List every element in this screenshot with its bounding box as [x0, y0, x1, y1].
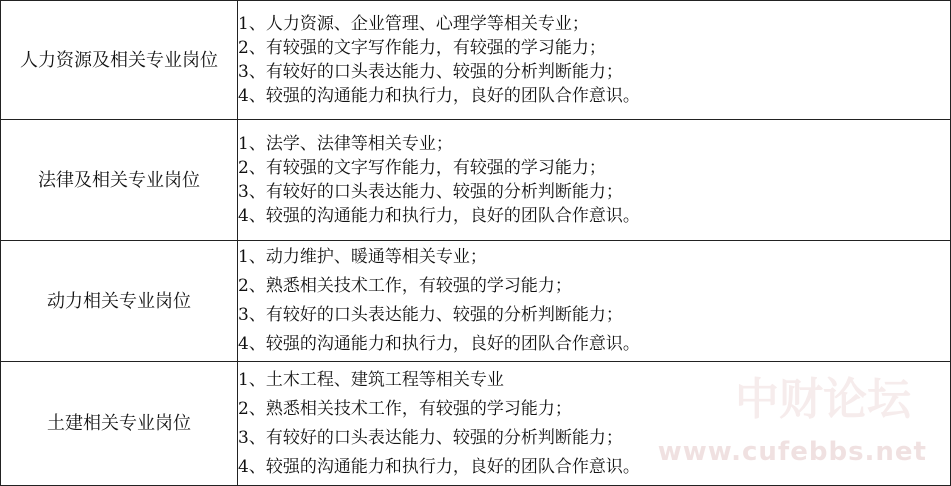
requirement-line: 2、熟悉相关技术工作，有较强的学习能力；	[238, 398, 572, 419]
requirement-line: 2、有较强的文字写作能力，有较强的学习能力；	[238, 158, 606, 178]
requirement-line: 1、动力维护、暖通等相关专业；	[238, 247, 487, 267]
table-row	[1, 1, 951, 120]
requirement-line: 4、较强的沟通能力和执行力，良好的团队合作意识。	[238, 456, 640, 477]
requirement-line: 3、有较好的口头表达能力、较强的分析判断能力；	[238, 182, 623, 202]
position-cell: 法律及相关专业岗位	[1, 120, 238, 241]
requirements-cell	[238, 1, 951, 120]
requirement-line: 1、土木工程、建筑工程等相关专业	[238, 369, 504, 390]
requirement-line: 1、人力资源、企业管理、心理学等相关专业；	[238, 14, 589, 34]
requirement-line: 3、有较好的口头表达能力、较强的分析判断能力；	[238, 305, 623, 325]
watermark-logo: 中财论坛	[735, 374, 911, 425]
table-row	[1, 120, 951, 241]
watermark-url: www.cufebbs.net	[657, 437, 927, 467]
requirement-line: 1、法学、法律等相关专业；	[238, 134, 453, 154]
requirements-cell	[238, 241, 951, 362]
requirement-line: 2、有较强的文字写作能力，有较强的学习能力；	[238, 38, 606, 58]
table-row	[1, 362, 951, 486]
position-cell: 土建相关专业岗位	[1, 362, 238, 486]
requirement-line: 4、较强的沟通能力和执行力，良好的团队合作意识。	[238, 334, 640, 354]
requirement-line: 4、较强的沟通能力和执行力，良好的团队合作意识。	[238, 206, 640, 226]
requirement-line: 3、有较好的口头表达能力、较强的分析判断能力；	[238, 62, 623, 82]
table-row	[1, 241, 951, 362]
position-cell: 动力相关专业岗位	[1, 241, 238, 362]
requirement-line: 2、熟悉相关技术工作，有较强的学习能力；	[238, 276, 572, 296]
requirements-cell	[238, 120, 951, 241]
requirement-line: 4、较强的沟通能力和执行力，良好的团队合作意识。	[238, 86, 640, 106]
requirement-line: 3、有较好的口头表达能力、较强的分析判断能力；	[238, 427, 623, 448]
position-cell: 人力资源及相关专业岗位	[1, 1, 238, 120]
requirements-cell	[238, 362, 951, 486]
